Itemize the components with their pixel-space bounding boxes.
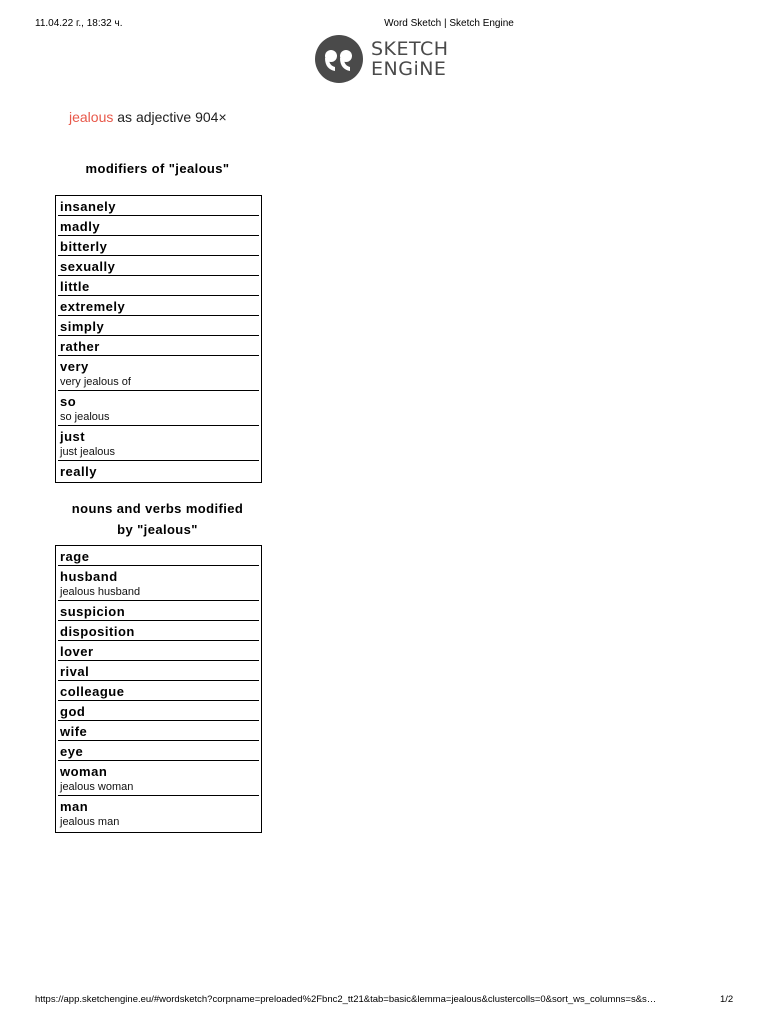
headword-summary [69,109,227,125]
logo-line-1: SKETCH [371,38,449,60]
table-row[interactable] [58,461,259,480]
table-row[interactable] [58,356,259,391]
table-row[interactable] [58,641,259,661]
collocate-word[interactable]: extremely [60,299,126,314]
collocate-word[interactable]: bitterly [60,239,108,254]
table-row[interactable] [58,546,259,566]
headword-lemma[interactable]: jealous [69,109,114,125]
collocate-word[interactable]: husband [60,569,118,584]
table-row[interactable] [58,336,259,356]
table-row[interactable] [58,621,259,641]
logo-line-2: ENGiNE [371,58,447,80]
print-datetime: 11.04.22 г., 18:32 ч. [35,18,123,29]
table-row[interactable] [58,761,259,796]
sketch-engine-logo[interactable] [314,34,449,84]
table-row[interactable] [58,276,259,296]
collocate-word[interactable]: sexually [60,259,116,274]
logo-wordmark [371,39,449,79]
collocate-word[interactable]: madly [60,219,101,234]
collocate-word[interactable]: suspicion [60,604,126,619]
table-row[interactable] [58,196,259,216]
table-row[interactable] [58,236,259,256]
table-row[interactable] [58,681,259,701]
table-row[interactable] [58,316,259,336]
collocate-word[interactable]: insanely [60,199,117,214]
collocate-word[interactable]: just [60,429,86,444]
collocate-word[interactable]: woman [60,764,108,779]
collocate-word[interactable]: very [60,359,89,374]
table-row[interactable] [58,601,259,621]
print-footer-url: https://app.sketchengine.eu/#wordsketch?corpname=preloaded%2Fbnc2_tt21&tab=basic&lemma=jealous&clustercolls=0&sort_ws_columns=s&s… [35,994,657,1005]
table-row[interactable] [58,391,259,426]
collocate-word[interactable]: lover [60,644,94,659]
table-row[interactable] [58,701,259,721]
section-title-line: modifiers of "jealous" [85,161,230,176]
collocate-word[interactable]: little [60,279,90,294]
table-row[interactable] [58,216,259,236]
section-title-modifiers [55,158,260,179]
collocate-word[interactable]: wife [60,724,88,739]
collocate-example[interactable]: so jealous [60,411,110,423]
collocate-example[interactable]: jealous husband [60,586,141,598]
collocate-word[interactable]: so [60,394,77,409]
collocate-word[interactable]: really [60,464,97,479]
collocate-example[interactable]: jealous woman [60,781,134,793]
table-row[interactable] [58,661,259,681]
collocate-word[interactable]: rather [60,339,100,354]
collocate-word[interactable]: rage [60,549,90,564]
table-row[interactable] [58,741,259,761]
headword-pos-frequency: as adjective 904× [113,109,227,125]
modifiers-table [55,195,262,483]
table-row[interactable] [58,426,259,461]
section-title-line: nouns and verbs modified [71,501,244,516]
section-title-line: by "jealous" [117,522,198,537]
collocate-example[interactable]: jealous man [60,816,120,828]
collocate-word[interactable]: disposition [60,624,135,639]
print-page-number: 1/2 [720,994,734,1005]
collocate-word[interactable]: eye [60,744,84,759]
section-title-nouns-verbs-modified [55,498,260,540]
nouns-verbs-table [55,545,262,833]
print-page-title: Word Sketch | Sketch Engine [384,18,514,29]
collocate-word[interactable]: simply [60,319,105,334]
table-row[interactable] [58,721,259,741]
table-row[interactable] [58,296,259,316]
table-row[interactable] [58,796,259,830]
collocate-example[interactable]: very jealous of [60,376,131,388]
table-row[interactable] [58,256,259,276]
collocate-word[interactable]: man [60,799,89,814]
sketch-engine-logo-icon [314,34,364,84]
collocate-word[interactable]: rival [60,664,90,679]
table-row[interactable] [58,566,259,601]
collocate-word[interactable]: colleague [60,684,125,699]
collocate-word[interactable]: god [60,704,86,719]
collocate-example[interactable]: just jealous [60,446,116,458]
